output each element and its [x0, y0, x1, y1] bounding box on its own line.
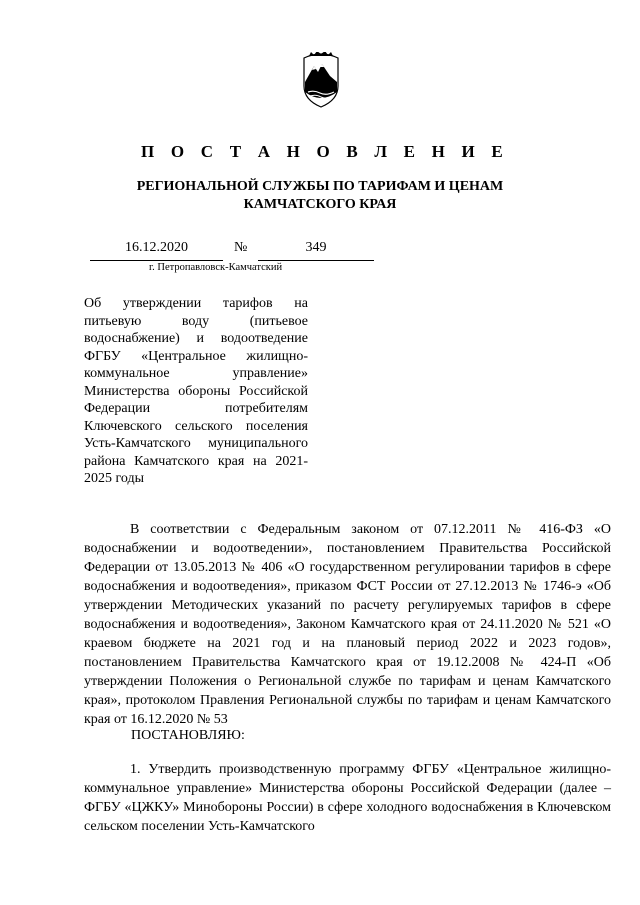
place-of-issue: г. Петропавловск-Камчатский: [149, 262, 283, 273]
issuing-authority-line-1: РЕГИОНАЛЬНОЙ СЛУЖБЫ ПО ТАРИФАМ И ЦЕНАМ: [136, 179, 504, 194]
decree-word: ПОСТАНОВЛЯЮ:: [131, 728, 245, 743]
resolution-item-1: 1. Утвердить производственную программу ФГБУ «Центральное жилищно-коммунальное управление» Министерства обороны Российской Федерации (далее – ФГБУ «ЦЖКУ» Минобороны России) в сфере холодного водоснабжения в Ключевском сельском поселении Усть-Камчатского: [84, 762, 611, 834]
document-subject: Об утверждении тарифов на питьевую воду (питьевое водоснабжение) и водоотведение ФГБУ «Центральное жилищно-коммунальное управление» Министерства обороны Российской Федерации потребителям Ключевского сельского поселения Усть-Камчатского муниципального района Камчатского края на 2021-2025 годы: [84, 296, 308, 486]
issuing-authority-line-2: КАМЧАТСКОГО КРАЯ: [243, 197, 397, 212]
document-title: П О С Т А Н О В Л Е Н И Е: [141, 142, 509, 161]
document-number: 349: [258, 240, 374, 261]
document-date: 16.12.2020: [90, 240, 223, 261]
number-sign: №: [234, 240, 248, 255]
issuing-authority: [0, 178, 640, 214]
preamble-paragraph: В соответствии с Федеральным законом от 07.12.2011 № 416-ФЗ «О водоснабжении и водоотведении», постановлением Правительства Российской Федерации от 13.05.2013 № 406 «О государственном регулировании тарифов в сфере водоснабжения и водоотведения», приказом ФСТ России от 27.12.2013 № 1746-э «Об утверждении Методических указаний по расчету регулируемых тарифов в сфере водоснабжения и водоотведения», Законом Камчатского края от 24.11.2020 № 521 «О краевом бюджете на 2021 год и на плановый период 2022 и 2023 годов», постановлением Правительства Камчатского края от 19.12.2008 № 424-П «Об утверждении Положения о Региональной службе по тарифам и ценам Камчатского края», протоколом Правления Региональной службы по тарифам и ценам Камчатского края от 16.12.2020 № 53: [84, 522, 611, 727]
kamchatka-coat-of-arms-icon: [300, 52, 342, 108]
